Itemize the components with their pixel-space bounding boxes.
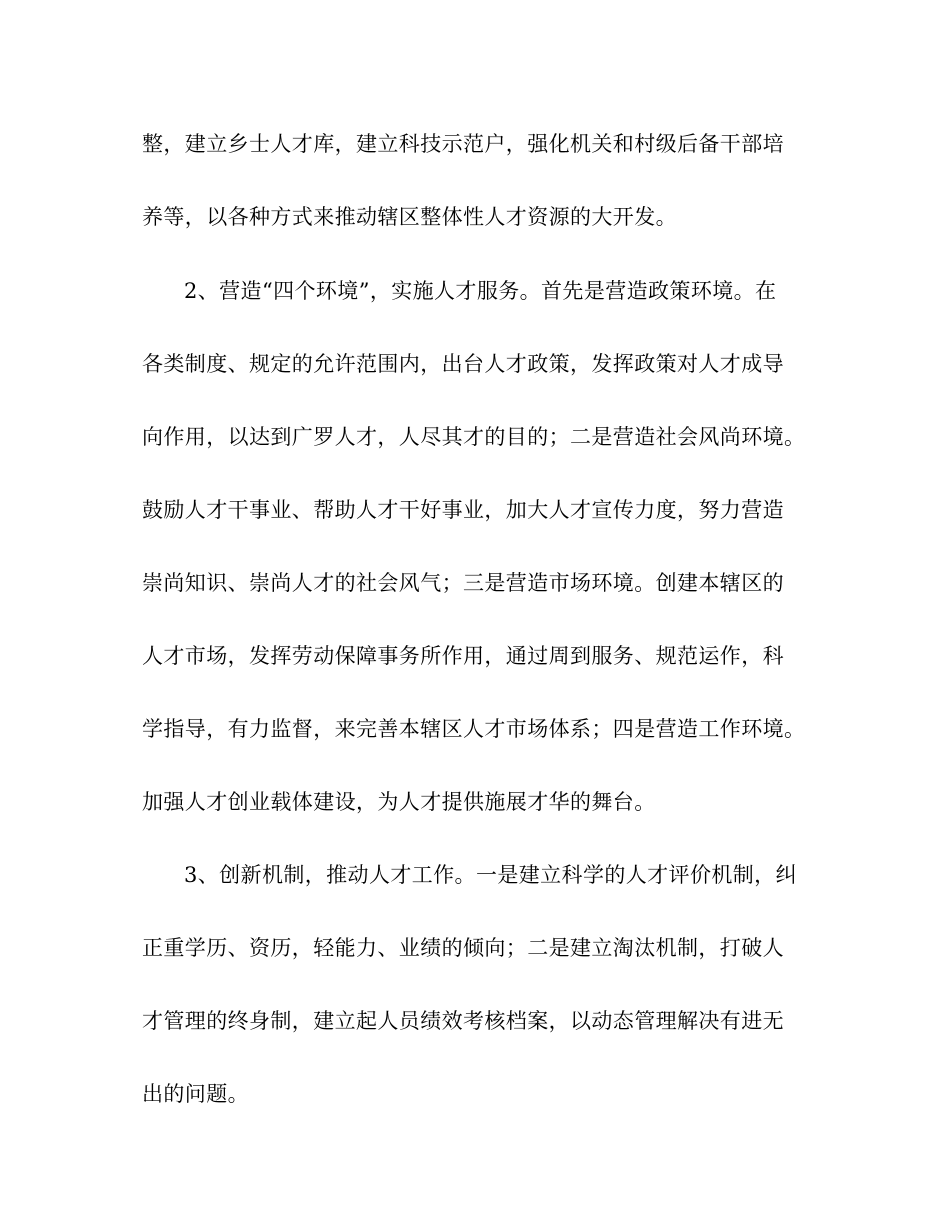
paragraph-2-line-7: 学指导，有力监督，来完善本辖区人才市场体系；四是营造工作环境。 — [142, 717, 806, 741]
paragraph-2-line-5: 崇尚知识、崇尚人才的社会风气；三是营造市场环境。创建本辖区的 — [142, 571, 784, 595]
paragraph-2-line-8: 加强人才创业载体建设，为人才提供施展才华的舞台。 — [142, 790, 656, 814]
paragraph-2-line-2: 各类制度、规定的允许范围内，出台人才政策，发挥政策对人才成导 — [142, 352, 784, 376]
paragraph-3-line-1: 3、创新机制，推动人才工作。一是建立科学的人才评价机制，纠 — [184, 863, 797, 887]
paragraph-2-line-6: 人才市场，发挥劳动保障事务所作用，通过周到服务、规范运作，科 — [142, 644, 784, 668]
paragraph-3-line-2: 正重学历、资历，轻能力、业绩的倾向；二是建立淘汰机制，打破人 — [142, 936, 784, 960]
paragraph-3-line-3: 才管理的终身制，建立起人员绩效考核档案，以动态管理解决有进无 — [142, 1009, 784, 1033]
paragraph-3-line-4: 出的问题。 — [142, 1082, 249, 1106]
paragraph-1-line-2: 养等，以各种方式来推动辖区整体性人才资源的大开发。 — [142, 205, 677, 229]
paragraph-2-line-3: 向作用，以达到广罗人才，人尽其才的目的；二是营造社会风尚环境。 — [142, 425, 806, 449]
paragraph-2-line-4: 鼓励人才干事业、帮助人才干好事业，加大人才宣传力度，努力营造 — [142, 498, 784, 522]
paragraph-1-line-1: 整，建立乡士人才库，建立科技示范户，强化机关和村级后备干部培 — [142, 132, 784, 156]
paragraph-2-line-1: 2、营造“四个环境”，实施人才服务。首先是营造政策环境。在 — [184, 279, 777, 303]
